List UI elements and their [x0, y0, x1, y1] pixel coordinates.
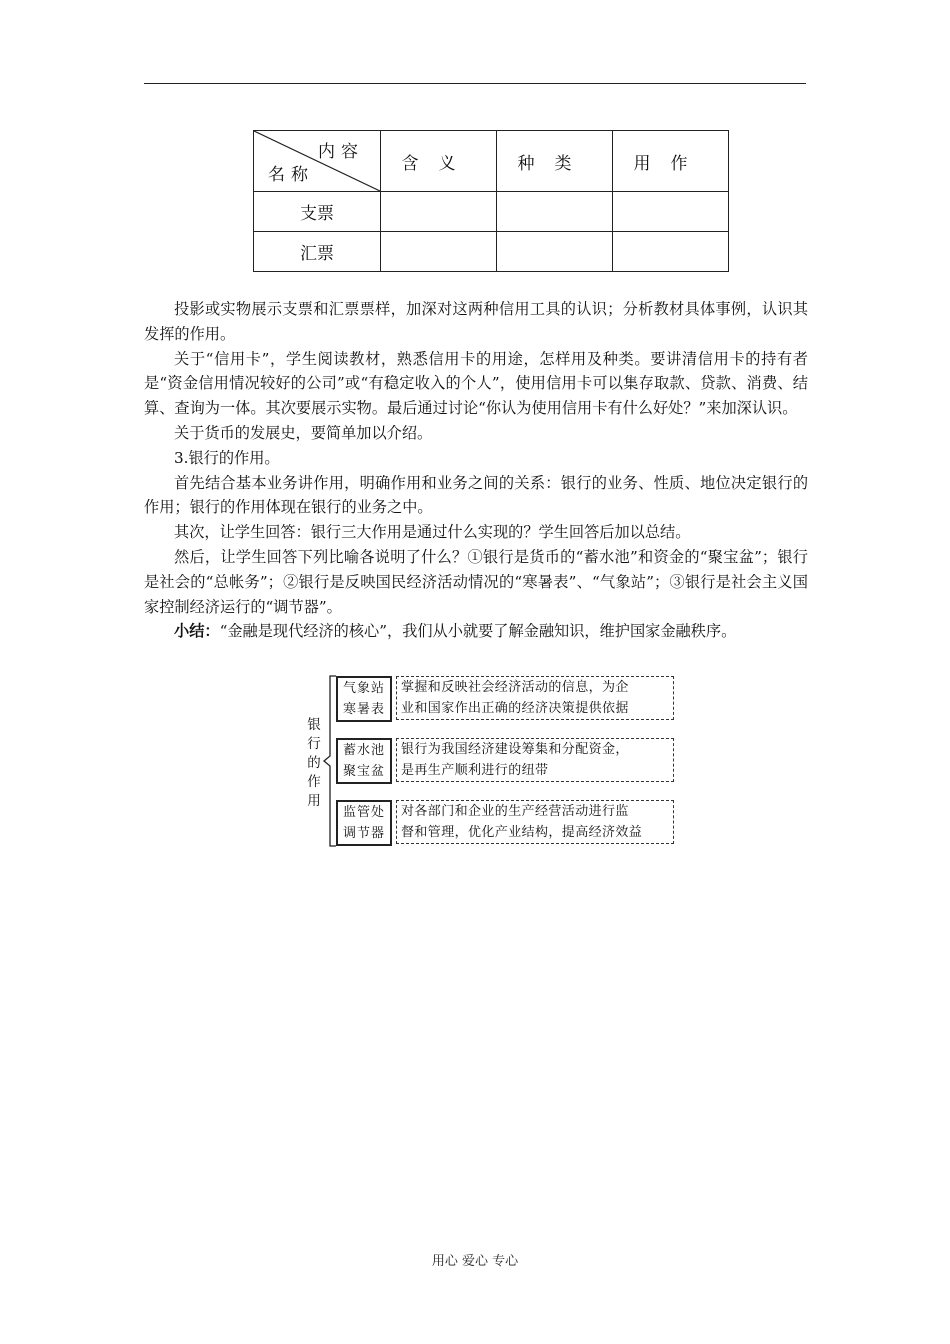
metaphor-text: 调节器: [342, 826, 385, 841]
paragraph-text: 投影或实物展示支票和汇票票样，加深对这两种信用工具的认识；分析教材具体事例，认识其发挥的作用。: [144, 300, 808, 343]
description-line: 对各部门和企业的生产经营活动进行监: [401, 804, 629, 819]
table-cell: [613, 232, 729, 272]
paragraph-text: 关于货币的发展史，要简单加以介绍。: [174, 423, 433, 442]
diagonal-header-cell: [254, 131, 381, 192]
table-cell: [381, 232, 497, 272]
bank-functions-diagram: [300, 672, 690, 850]
column-header: 用作: [613, 131, 729, 192]
metaphor-text: 蓄水池: [342, 743, 385, 758]
description-line: 掌握和反映社会经济活动的信息，为企: [401, 680, 629, 695]
title-char: 作: [307, 774, 321, 790]
metaphor-text: 聚宝盆: [342, 764, 385, 779]
title-char: 行: [307, 736, 321, 752]
column-header: 含义: [381, 131, 497, 192]
row-header: 汇票: [254, 232, 381, 272]
comparison-table: [253, 130, 729, 272]
body-text: [144, 297, 808, 644]
description-line: 业和国家作出正确的经济决策提供依据: [401, 701, 629, 716]
function-description: [396, 676, 674, 720]
paragraph-text: 然后，让学生回答下列比喻各说明了什么？①银行是货币的“蓄水池”和资金的“聚宝盆”；银行是社会的“总帐务”；②银行是反映国民经济活动情况的“寒暑表”、“气象站”；③银行是社会主义国家控制经济运行的“调节器”。: [144, 547, 808, 616]
paragraph-text: “金融是现代经济的核心”，我们从小就要了解金融知识，维护国家金融秩序。: [219, 622, 737, 641]
paragraph: [144, 347, 808, 421]
paragraph: [144, 446, 808, 471]
metaphor-text: 气象站: [342, 681, 385, 696]
table-cell: [381, 192, 497, 232]
metaphor-label: [336, 738, 392, 784]
table-row: [254, 232, 729, 272]
summary-lead: 小结：: [174, 622, 220, 641]
table-cell: [497, 232, 613, 272]
metaphor-label: [336, 676, 392, 722]
description-line: 是再生产顺利进行的纽带: [401, 763, 549, 778]
paragraph: [144, 471, 808, 521]
paragraph: [144, 421, 808, 446]
diagram-title: [304, 716, 324, 811]
header-rule: [144, 83, 806, 84]
function-description: [396, 738, 674, 782]
metaphor-text: 寒暑表: [342, 702, 385, 717]
table-cell: [497, 192, 613, 232]
table-header-row: [254, 131, 729, 192]
paragraph: [144, 619, 808, 644]
title-char: 的: [307, 755, 321, 771]
corner-bottom-label: 名称: [268, 165, 314, 185]
title-char: 用: [307, 793, 321, 809]
description-line: 督和管理，优化产业结构，提高经济效益: [401, 825, 643, 840]
page-footer: 用心 爱心 专心: [431, 1254, 519, 1269]
corner-top-label: 内容: [318, 142, 364, 162]
paragraph: [144, 545, 808, 619]
metaphor-text: 监管处: [342, 805, 385, 820]
paragraph: [144, 297, 808, 347]
title-char: 银: [307, 717, 321, 733]
description-line: 银行为我国经济建设筹集和分配资金，: [401, 742, 629, 757]
column-header: 种类: [497, 131, 613, 192]
paragraph-text: 其次，让学生回答：银行三大作用是通过什么实现的？学生回答后加以总结。: [174, 523, 691, 542]
metaphor-label: [336, 800, 392, 846]
row-header: 支票: [254, 192, 381, 232]
table-row: [254, 192, 729, 232]
table-cell: [613, 192, 729, 232]
section-heading: 3.银行的作用。: [174, 448, 280, 467]
function-description: [396, 800, 674, 844]
paragraph: [144, 520, 808, 545]
paragraph-text: 首先结合基本业务讲作用，明确作用和业务之间的关系：银行的业务、性质、地位决定银行的作用；银行的作用体现在银行的业务之中。: [144, 473, 808, 517]
paragraph-text: 关于“信用卡”，学生阅读教材，熟悉信用卡的用途，怎样用及种类。要讲清信用卡的持有者是“资金信用情况较好的公司”或“有稳定收入的个人”，使用信用卡可以集存取款、贷款、消费、结算、查询为一体。其次要展示实物。最后通过讨论“你认为使用信用卡有什么好处？”来加深认识。: [144, 349, 808, 418]
